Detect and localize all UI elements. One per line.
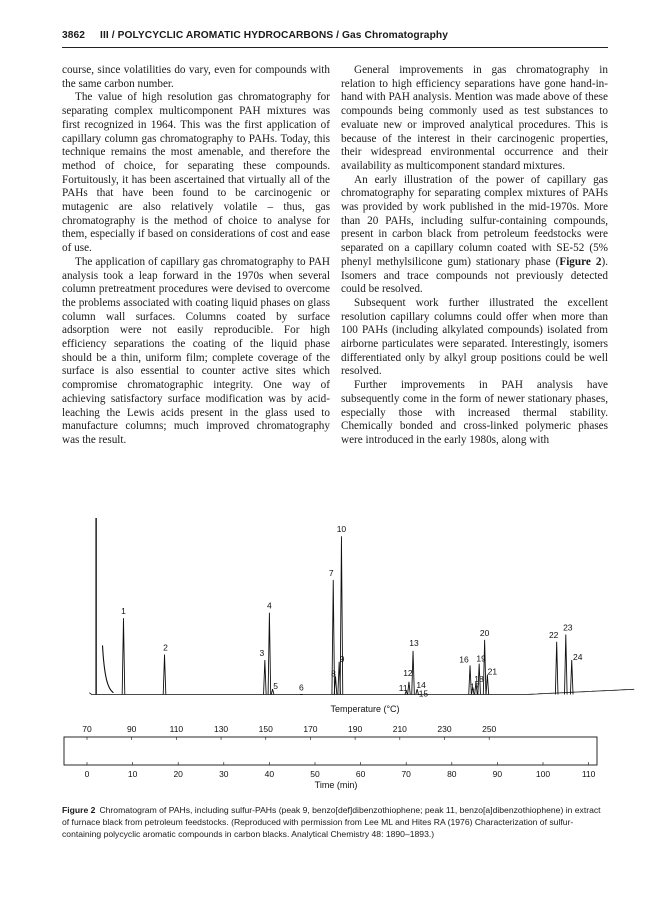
temperature-tick-90: 90 xyxy=(126,724,137,734)
peak-label-13: 13 xyxy=(409,637,419,648)
right-paragraph-2-text-a: An early illustration of the power of capillary gas chromatography for separating complex mixtures of PAHs was provided by work published in the mid-1970s. More than 20 PAHs, including sulfur-containing compounds, present in carbon black from petroleum feedstocks were separated on a capillary column coated with SE-52 (5% phenyl methylsilicone gum) stationary phase ( xyxy=(341,173,608,268)
time-axis-title: Time (min) xyxy=(314,780,358,790)
peak-label-6: 6 xyxy=(298,682,304,693)
left-paragraph-3: The application of capillary gas chromatography to PAH analysis took a leap forward in the 1970s when several column pretreatment procedures were devised to overcome the problems associated with coating liquid phases on glass column wall surfaces. Columns coated by surface adsorption were not easily reproducible. For high efficiency separations the coating of the liquid phase should be a thin, uniform film; complete coverage of the surface is also essential to counter active sites which compromise chromatographic integrity. One way of achieving satisfactory surface modification was by acid-leaching the Lewis acids present in the glass used to manufacture columns; much improved chromatography was the result. xyxy=(62,255,330,446)
peak-9 xyxy=(338,662,341,695)
peak-label-5: 5 xyxy=(273,681,278,692)
peak-label-12: 12 xyxy=(403,667,413,678)
temperature-program-box xyxy=(64,737,597,765)
temperature-tick-70: 70 xyxy=(82,724,92,734)
peak-21 xyxy=(486,675,489,695)
temperature-tick-190: 190 xyxy=(348,724,363,734)
running-title: III / POLYCYCLIC AROMATIC HYDROCARBONS / Gas Chromatography xyxy=(100,30,448,41)
peak-12 xyxy=(408,682,411,695)
peak-20 xyxy=(483,640,486,695)
peak-17 xyxy=(471,687,474,694)
peak-4 xyxy=(268,613,271,695)
time-tick-100: 100 xyxy=(535,769,551,779)
peak-3 xyxy=(264,660,267,695)
caption-text: Chromatogram of PAHs, including sulfur-PAHs (peak 9, benzo[def]dibenzothiophene; peak 11, benzo[a]dibenzothiophene) in extract of furnace black from petroleum feedstocks. (Reproduced with permission from Lee ML and Hites RA (1976) Characterization of sulfur-containing polycyclic aromatic compounds in carbon blacks. Analytical Chemistry 48: 1890–1893.) xyxy=(62,805,601,840)
peak-5 xyxy=(271,689,274,694)
figure-2-reference-link[interactable]: Figure 2 xyxy=(559,255,602,268)
time-tick-110: 110 xyxy=(581,769,596,779)
time-tick-70: 70 xyxy=(401,769,411,779)
peak-label-24: 24 xyxy=(572,651,583,662)
time-tick-20: 20 xyxy=(173,769,183,779)
right-text-column xyxy=(341,64,608,448)
page-number: 3862 xyxy=(62,30,86,41)
peak-label-23: 23 xyxy=(563,622,573,633)
time-tick-90: 90 xyxy=(492,769,503,779)
peak-16 xyxy=(469,665,472,694)
temperature-tick-230: 230 xyxy=(437,724,452,734)
figure-label: Figure 2 xyxy=(62,805,96,815)
peak-label-10: 10 xyxy=(336,524,347,535)
time-tick-50: 50 xyxy=(310,769,320,779)
right-paragraph-2-text-b: ). Isomers and trace compounds not previously detected could be resolved. xyxy=(341,255,608,296)
running-header xyxy=(62,30,608,46)
peak-19 xyxy=(478,664,481,695)
time-tick-60: 60 xyxy=(355,769,366,779)
right-paragraph-1: General improvements in gas chromatography in relation to high efficiency separations have gone hand-in-hand with PAH analysis. Mention was made above of these compounds being commonly used as test substances to evaluate new or improved analytical procedures. This is because of the interest in their carcinogenic properties, their widespread environmental occurrence and their availability as multicomponent standard mixtures. xyxy=(341,64,608,172)
temperature-tick-110: 110 xyxy=(169,724,184,734)
peak-2 xyxy=(163,655,166,695)
peak-7 xyxy=(332,580,335,695)
axis-group xyxy=(64,704,597,790)
time-tick-40: 40 xyxy=(264,769,275,779)
peak-label-7: 7 xyxy=(328,567,334,578)
solvent-tail xyxy=(103,645,114,692)
temperature-tick-150: 150 xyxy=(258,724,273,734)
right-paragraph-4: Further improvements in PAH analysis have subsequently come in the form of newer stationary phases, especially those with increased thermal stability. Chemically bonded and cross-linked polymeric phases were introduced in the early 1980s, along with xyxy=(341,379,608,446)
right-paragraph-3: Subsequent work further illustrated the excellent resolution capillary columns could offer when more than 100 PAHs (including alkylated compounds) isolated from airborne particulates were separated. Interestingly, isomers differentiated only by alkyl group positions could be well resolved. xyxy=(341,296,608,378)
peak-label-4: 4 xyxy=(267,600,272,611)
chromatogram-trace-group xyxy=(89,518,634,695)
peak-label-20: 20 xyxy=(479,627,490,638)
right-paragraph-2 xyxy=(341,174,608,297)
peak-1 xyxy=(122,618,125,694)
peak-label-9: 9 xyxy=(339,653,345,664)
peak-18 xyxy=(475,682,478,695)
peak-8 xyxy=(334,676,337,694)
peak-label-group xyxy=(121,524,583,698)
peak-label-19: 19 xyxy=(476,653,486,664)
left-text-column xyxy=(62,64,330,448)
temperature-axis-title: Temperature (°C) xyxy=(330,704,400,714)
peak-label-15: 15 xyxy=(418,688,429,699)
left-paragraph-1: course, since volatilities do vary, even for compounds with the same carbon number. xyxy=(62,64,330,90)
peak-label-8: 8 xyxy=(331,668,336,679)
peak-label-1: 1 xyxy=(121,606,126,617)
peak-label-11: 11 xyxy=(398,682,408,693)
peak-label-3: 3 xyxy=(259,647,265,658)
temperature-tick-250: 250 xyxy=(482,724,497,734)
peak-14 xyxy=(416,689,419,694)
peak-label-2: 2 xyxy=(163,642,168,653)
time-tick-80: 80 xyxy=(447,769,457,779)
peak-label-17: 17 xyxy=(470,681,480,692)
temperature-tick-170: 170 xyxy=(303,724,318,734)
peak-label-21: 21 xyxy=(487,666,498,677)
header-rule xyxy=(62,47,608,48)
figure-caption xyxy=(62,804,610,841)
peak-22 xyxy=(555,642,558,695)
peak-label-22: 22 xyxy=(548,629,559,640)
time-tick-10: 10 xyxy=(127,769,138,779)
peak-13 xyxy=(412,651,415,695)
peak-11 xyxy=(405,691,408,695)
peak-label-14: 14 xyxy=(416,680,426,691)
peak-24 xyxy=(570,660,573,695)
peak-label-18: 18 xyxy=(474,673,484,684)
peak-23 xyxy=(565,634,568,694)
peak-10 xyxy=(340,536,343,694)
peak-label-16: 16 xyxy=(459,654,469,665)
temperature-tick-130: 130 xyxy=(213,724,229,734)
baseline-trace xyxy=(89,689,634,694)
time-tick-0: 0 xyxy=(84,769,90,779)
left-paragraph-2: The value of high resolution gas chromatography for separating complex multicomponent PAH mixtures was first recognized in 1964. This was the first application of capillary column gas chromatography to PAHs. Today, this technique remains the most amenable, and therefore the method of choice, for separating these compounds. Fortuitously, it has been ascertained that virtually all of the PAHs that have been found to be carcinogenic or mutagenic are also relatively volatile – thus, gas chromatography is the method of choice to analyse for them, especially if based on considerations of cost and ease of use. xyxy=(62,91,330,255)
time-tick-30: 30 xyxy=(219,769,229,779)
temperature-tick-210: 210 xyxy=(392,724,407,734)
